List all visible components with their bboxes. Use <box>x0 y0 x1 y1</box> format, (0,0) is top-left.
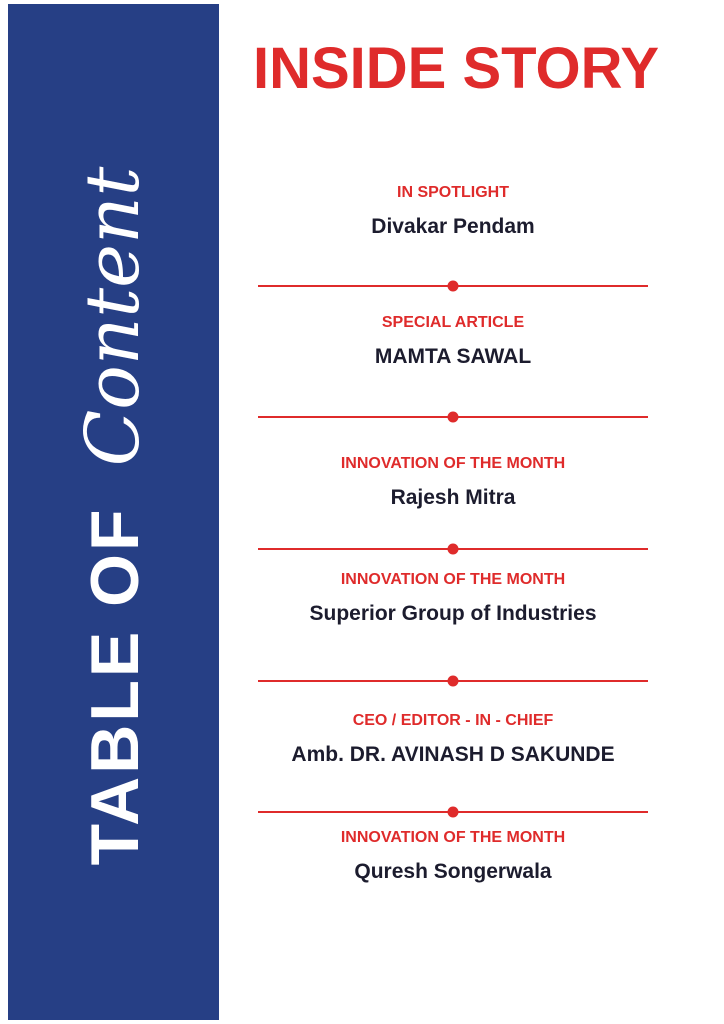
entry-name: MAMTA SAWAL <box>374 345 532 369</box>
sidebar-panel <box>8 4 219 1020</box>
entry-name: Amb. DR. AVINASH D SAKUNDE <box>291 743 615 767</box>
sidebar-rotated-heading <box>70 166 156 866</box>
divider-dot <box>448 412 459 423</box>
toc-entry <box>258 828 648 884</box>
entry-category: INNOVATION OF THE MONTH <box>340 829 566 846</box>
content-script-heading: Content <box>70 166 156 467</box>
divider-dot <box>448 544 459 555</box>
section-divider <box>258 416 648 418</box>
entry-category: IN SPOTLIGHT <box>397 184 509 201</box>
toc-entry <box>258 183 648 239</box>
table-of-heading: TABLE OF <box>77 506 153 866</box>
entry-category: SPECIAL ARTICLE <box>381 314 525 331</box>
entry-name: Divakar Pendam <box>371 215 535 239</box>
entry-category: INNOVATION OF THE MONTH <box>340 571 566 588</box>
entry-name: Quresh Songerwala <box>354 860 552 884</box>
section-divider <box>258 548 648 550</box>
toc-entry <box>258 454 648 510</box>
section-divider <box>258 811 648 813</box>
page-title: INSIDE STORY <box>252 36 660 101</box>
section-divider <box>258 680 648 682</box>
entry-category: INNOVATION OF THE MONTH <box>340 455 566 472</box>
divider-dot <box>448 807 459 818</box>
toc-entry <box>258 570 648 626</box>
toc-entry <box>258 711 648 767</box>
toc-entry <box>258 313 648 369</box>
entry-name: Superior Group of Industries <box>309 602 597 626</box>
entry-name: Rajesh Mitra <box>390 486 516 510</box>
divider-dot <box>448 281 459 292</box>
section-divider <box>258 285 648 287</box>
entry-category: CEO / EDITOR - IN - CHIEF <box>352 712 554 729</box>
divider-dot <box>448 676 459 687</box>
